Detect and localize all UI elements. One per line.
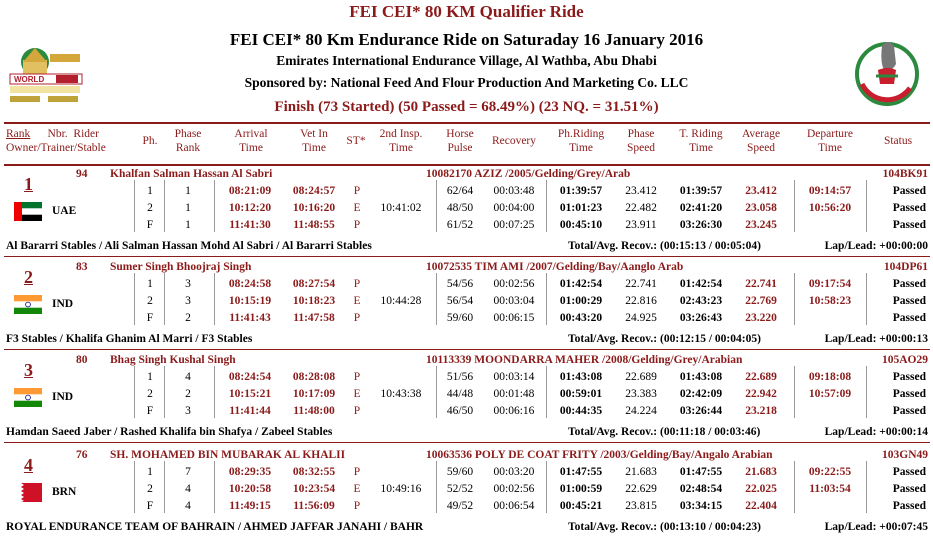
phase-trt-cell: 01:39:57 xyxy=(679,185,723,197)
phase-pulse-cell: 62/64 xyxy=(446,185,474,197)
event-subtitle: FEI CEI* 80 Km Endurance Ride on Saturaday 16 January 2016 xyxy=(229,30,704,49)
phase-vetin-cell: 08:32:55 xyxy=(292,466,336,478)
column-divider xyxy=(164,180,165,232)
phase-pulse-cell: 48/50 xyxy=(446,202,474,214)
column-divider xyxy=(164,461,165,513)
column-divider xyxy=(164,273,165,325)
phase-pspeed-cell: 22.482 xyxy=(625,202,657,214)
phase-avg-cell: 22.942 xyxy=(745,388,777,400)
phase-arrival-cell: 10:15:19 xyxy=(228,295,272,307)
phase-dep-cell: 10:57:09 xyxy=(808,388,852,400)
phase-status-cell: Passed xyxy=(892,405,926,417)
bib-number: 76 xyxy=(76,449,88,461)
phase-status-cell: Passed xyxy=(892,371,926,383)
phase-vetin-cell: 10:18:23 xyxy=(292,295,336,307)
phase-status-cell: Passed xyxy=(892,295,926,307)
total-recovery: Total/Avg. Recov.: (00:12:15 / 00:04:05) xyxy=(568,333,761,345)
phase-trt-cell: 03:26:44 xyxy=(679,405,723,417)
rider-name: Khalfan Salman Hassan Al Sabri xyxy=(110,168,273,180)
column-divider xyxy=(134,366,135,418)
phase-avg-cell: 22.769 xyxy=(745,295,777,307)
column-divider xyxy=(134,180,135,232)
stable-info: Al Bararri Stables / Ali Salman Hassan Mohd Al Sabri / Al Bararri Stables xyxy=(6,240,372,252)
phase-arrival-cell: 08:29:35 xyxy=(228,466,272,478)
phase-pspeed-cell: 24.925 xyxy=(625,312,657,324)
phase-arrival-cell: 10:20:58 xyxy=(228,483,272,495)
horse-code: 103GN49 xyxy=(882,449,928,461)
uae-flag-icon xyxy=(14,202,42,221)
phase-st-cell: P xyxy=(353,371,361,383)
phase-rec-cell: 00:06:54 xyxy=(493,500,535,512)
phase-ph-cell: F xyxy=(146,312,154,324)
phase-rec-cell: 00:07:25 xyxy=(493,219,535,231)
phase-st-cell: E xyxy=(353,483,361,495)
bib-number: 94 xyxy=(76,168,88,180)
world-logo-icon xyxy=(6,44,84,114)
phase-phrt-cell: 01:42:54 xyxy=(559,278,603,290)
phase-phrt-cell: 00:59:01 xyxy=(559,388,603,400)
phase-rec-cell: 00:06:15 xyxy=(493,312,535,324)
col-header-recovery: Recovery xyxy=(491,135,537,147)
phase-vetin-cell: 08:24:57 xyxy=(292,185,336,197)
horse-info: 10063536 POLY DE COAT FRITY /2003/Gelding/Bay/Angalo Arabian xyxy=(426,449,773,461)
phase-prank-cell: 2 xyxy=(185,388,191,400)
phase-vetin-cell: 11:47:58 xyxy=(293,312,335,324)
phase-prank-cell: 1 xyxy=(185,219,191,231)
phase-avg-cell: 21.683 xyxy=(745,466,777,478)
phase-rec-cell: 00:04:00 xyxy=(493,202,535,214)
phase-avg-cell: 22.741 xyxy=(745,278,777,290)
phase-pulse-cell: 51/56 xyxy=(446,371,474,383)
phase-vetin-cell: 08:28:08 xyxy=(292,371,336,383)
phase-st-cell: P xyxy=(353,405,361,417)
phase-phrt-cell: 01:01:23 xyxy=(559,202,603,214)
phase-dep-cell: 11:03:54 xyxy=(809,483,851,495)
phase-arrival-cell: 08:24:58 xyxy=(228,278,272,290)
total-recovery: Total/Avg. Recov.: (00:13:10 / 00:04:23) xyxy=(568,521,761,533)
phase-st-cell: P xyxy=(353,185,361,197)
entry-separator xyxy=(4,442,930,443)
phase-ph-cell: F xyxy=(146,405,154,417)
phase-arrival-cell: 11:49:15 xyxy=(229,500,271,512)
column-divider xyxy=(436,366,437,418)
phase-ph-cell: 2 xyxy=(147,483,153,495)
phase-dep-cell: 09:14:57 xyxy=(808,185,852,197)
phase-vetin-cell: 10:17:09 xyxy=(292,388,336,400)
total-recovery: Total/Avg. Recov.: (00:15:13 / 00:05:04) xyxy=(568,240,761,252)
phase-arrival-cell: 10:12:20 xyxy=(228,202,272,214)
lap-lead: Lap/Lead: +00:00:14 xyxy=(824,426,928,438)
india-flag-icon xyxy=(14,295,42,314)
phase-ph-cell: 1 xyxy=(147,278,153,290)
column-divider xyxy=(436,461,437,513)
phase-prank-cell: 3 xyxy=(185,405,191,417)
phase-vetin-cell: 11:48:00 xyxy=(293,405,335,417)
phase-trt-cell: 02:48:54 xyxy=(679,483,723,495)
phase-trt-cell: 01:43:08 xyxy=(679,371,723,383)
phase-st-cell: P xyxy=(353,466,361,478)
phase-rec-cell: 00:06:16 xyxy=(493,405,535,417)
phase-trt-cell: 02:42:09 xyxy=(679,388,723,400)
col-header-ph: Ph. xyxy=(142,135,158,147)
horse-info: 10082170 AZIZ /2005/Gelding/Grey/Arab xyxy=(426,168,631,180)
phase-prank-cell: 3 xyxy=(185,278,191,290)
phase-pulse-cell: 54/56 xyxy=(446,278,474,290)
phase-insp-cell: 10:49:16 xyxy=(380,483,422,495)
phase-avg-cell: 23.218 xyxy=(745,405,777,417)
col-header-rank: Rank Nbr. Rider Owner/Trainer/Stable xyxy=(6,128,106,154)
federation-logo-icon xyxy=(848,36,926,110)
col-header-avg-speed: Average Speed xyxy=(741,128,781,154)
col-header-phase-speed: Phase Speed xyxy=(626,128,656,154)
phase-arrival-cell: 11:41:44 xyxy=(229,405,271,417)
phase-phrt-cell: 01:47:55 xyxy=(559,466,603,478)
country-code: BRN xyxy=(52,486,77,498)
phase-prank-cell: 4 xyxy=(185,500,191,512)
total-recovery: Total/Avg. Recov.: (00:11:18 / 00:03:46) xyxy=(568,426,761,438)
phase-st-cell: E xyxy=(353,202,361,214)
phase-rec-cell: 00:03:48 xyxy=(493,185,535,197)
phase-avg-cell: 22.404 xyxy=(745,500,777,512)
phase-st-cell: P xyxy=(353,278,361,290)
phase-dep-cell: 10:58:23 xyxy=(808,295,852,307)
col-header-phase-rank: Phase Rank xyxy=(174,128,202,154)
bib-number: 80 xyxy=(76,354,88,366)
phase-rec-cell: 00:02:56 xyxy=(493,483,535,495)
col-header-st: ST* xyxy=(346,135,366,147)
phase-rec-cell: 00:01:48 xyxy=(493,388,535,400)
phase-trt-cell: 03:34:15 xyxy=(679,500,723,512)
col-header-ph-riding: Ph.Riding Time xyxy=(557,128,605,154)
column-divider xyxy=(436,273,437,325)
lap-lead: Lap/Lead: +00:00:00 xyxy=(824,240,928,252)
column-divider xyxy=(866,273,867,325)
phase-vetin-cell: 11:48:55 xyxy=(293,219,335,231)
phase-st-cell: E xyxy=(353,295,361,307)
column-divider xyxy=(164,366,165,418)
phase-prank-cell: 4 xyxy=(185,483,191,495)
phase-status-cell: Passed xyxy=(892,219,926,231)
column-divider xyxy=(794,366,795,418)
page-title: FEI CEI* 80 KM Qualifier Ride xyxy=(349,2,584,21)
phase-prank-cell: 3 xyxy=(185,295,191,307)
phase-pspeed-cell: 22.629 xyxy=(625,483,657,495)
phase-st-cell: P xyxy=(353,500,361,512)
phase-pulse-cell: 52/52 xyxy=(446,483,474,495)
column-divider xyxy=(546,273,547,325)
column-divider xyxy=(214,461,215,513)
column-divider xyxy=(134,273,135,325)
phase-status-cell: Passed xyxy=(892,202,926,214)
phase-pspeed-cell: 22.741 xyxy=(625,278,657,290)
stable-info: ROYAL ENDURANCE TEAM OF BAHRAIN / AHMED JAFFAR JANAHI / BAHR xyxy=(6,521,424,533)
phase-ph-cell: 1 xyxy=(147,371,153,383)
column-divider xyxy=(866,366,867,418)
rank-number: 2 xyxy=(24,267,33,287)
phase-st-cell: P xyxy=(353,219,361,231)
col-header-departure: Departure Time xyxy=(807,128,853,154)
entry-separator xyxy=(4,256,930,257)
col-header-status: Status xyxy=(883,135,913,147)
phase-pspeed-cell: 24.224 xyxy=(625,405,657,417)
phase-pspeed-cell: 23.383 xyxy=(625,388,657,400)
phase-vetin-cell: 10:16:20 xyxy=(292,202,336,214)
horse-info: 10072535 TIM AMI /2007/Gelding/Bay/Aanglo Arab xyxy=(426,261,684,273)
phase-trt-cell: 03:26:43 xyxy=(679,312,723,324)
phase-prank-cell: 1 xyxy=(185,185,191,197)
rank-number: 1 xyxy=(24,174,33,194)
phase-pspeed-cell: 22.689 xyxy=(625,371,657,383)
phase-pspeed-cell: 23.815 xyxy=(625,500,657,512)
phase-status-cell: Passed xyxy=(892,483,926,495)
entry-separator xyxy=(4,349,930,350)
phase-arrival-cell: 11:41:43 xyxy=(229,312,271,324)
phase-st-cell: P xyxy=(353,312,361,324)
phase-pulse-cell: 59/60 xyxy=(446,466,474,478)
phase-dep-cell: 09:22:55 xyxy=(808,466,852,478)
phase-pspeed-cell: 23.911 xyxy=(625,219,657,231)
phase-pulse-cell: 44/48 xyxy=(446,388,474,400)
phase-avg-cell: 23.220 xyxy=(745,312,777,324)
col-header-insp: 2nd Insp. Time xyxy=(379,128,423,154)
phase-dep-cell: 09:18:08 xyxy=(808,371,852,383)
column-divider xyxy=(546,366,547,418)
phase-ph-cell: F xyxy=(146,500,154,512)
venue-line: Emirates International Endurance Village, Al Wathba, Abu Dhabi xyxy=(276,53,657,68)
phase-status-cell: Passed xyxy=(892,500,926,512)
phase-vetin-cell: 08:27:54 xyxy=(292,278,336,290)
phase-rec-cell: 00:03:04 xyxy=(493,295,535,307)
phase-ph-cell: 1 xyxy=(147,466,153,478)
country-code: IND xyxy=(52,298,74,310)
phase-insp-cell: 10:44:28 xyxy=(380,295,422,307)
column-divider xyxy=(134,461,135,513)
col-header-t-riding: T. Riding Time xyxy=(679,128,723,154)
phase-pulse-cell: 46/50 xyxy=(446,405,474,417)
india-flag-icon xyxy=(14,388,42,407)
phase-phrt-cell: 00:45:10 xyxy=(559,219,603,231)
phase-status-cell: Passed xyxy=(892,185,926,197)
phase-pulse-cell: 61/52 xyxy=(446,219,474,231)
phase-trt-cell: 02:41:20 xyxy=(679,202,723,214)
finish-summary: Finish (73 Started) (50 Passed = 68.49%) (23 NQ. = 31.51%) xyxy=(274,99,659,115)
phase-pulse-cell: 49/52 xyxy=(446,500,474,512)
phase-status-cell: Passed xyxy=(892,388,926,400)
phase-phrt-cell: 00:44:35 xyxy=(559,405,603,417)
phase-prank-cell: 2 xyxy=(185,312,191,324)
phase-ph-cell: 2 xyxy=(147,295,153,307)
column-divider xyxy=(214,273,215,325)
phase-trt-cell: 02:43:23 xyxy=(679,295,723,307)
phase-arrival-cell: 08:24:54 xyxy=(228,371,272,383)
phase-phrt-cell: 01:00:59 xyxy=(559,483,603,495)
phase-avg-cell: 22.689 xyxy=(745,371,777,383)
phase-vetin-cell: 11:56:09 xyxy=(293,500,335,512)
phase-dep-cell: 10:56:20 xyxy=(808,202,852,214)
phase-prank-cell: 7 xyxy=(185,466,191,478)
phase-pspeed-cell: 23.412 xyxy=(625,185,657,197)
phase-trt-cell: 01:47:55 xyxy=(679,466,723,478)
rider-name: Sumer Singh Bhoojraj Singh xyxy=(110,261,252,273)
phase-trt-cell: 03:26:30 xyxy=(679,219,723,231)
phase-ph-cell: F xyxy=(146,219,154,231)
phase-arrival-cell: 11:41:30 xyxy=(229,219,271,231)
column-divider xyxy=(866,180,867,232)
phase-dep-cell: 09:17:54 xyxy=(808,278,852,290)
horse-code: 104DP61 xyxy=(883,261,928,273)
column-divider xyxy=(214,180,215,232)
column-divider xyxy=(794,461,795,513)
phase-phrt-cell: 01:00:29 xyxy=(559,295,603,307)
phase-status-cell: Passed xyxy=(892,312,926,324)
rank-number: 4 xyxy=(24,455,33,475)
phase-phrt-cell: 01:43:08 xyxy=(559,371,603,383)
column-divider xyxy=(866,461,867,513)
phase-pulse-cell: 59/60 xyxy=(446,312,474,324)
phase-phrt-cell: 00:43:20 xyxy=(559,312,603,324)
phase-ph-cell: 2 xyxy=(147,202,153,214)
phase-prank-cell: 1 xyxy=(185,202,191,214)
phase-ph-cell: 2 xyxy=(147,388,153,400)
horse-code: 105AO29 xyxy=(882,354,928,366)
phase-ph-cell: 1 xyxy=(147,185,153,197)
country-code: UAE xyxy=(52,205,77,217)
col-header-vetin: Vet In Time xyxy=(300,128,328,154)
column-divider xyxy=(794,273,795,325)
rank-number: 3 xyxy=(24,360,33,380)
column-divider xyxy=(546,180,547,232)
phase-rec-cell: 00:02:56 xyxy=(493,278,535,290)
phase-avg-cell: 23.245 xyxy=(745,219,777,231)
phase-pulse-cell: 56/54 xyxy=(446,295,474,307)
phase-phrt-cell: 01:39:57 xyxy=(559,185,603,197)
col-header-arrival: Arrival Time xyxy=(234,128,268,154)
rider-name: SH. MOHAMED BIN MUBARAK AL KHALII xyxy=(110,449,346,461)
phase-insp-cell: 10:43:38 xyxy=(380,388,422,400)
phase-arrival-cell: 08:21:09 xyxy=(228,185,272,197)
horse-code: 104BK91 xyxy=(882,168,928,180)
stable-info: F3 Stables / Khalifa Ghanim Al Marri / F3 Stables xyxy=(6,333,253,345)
lap-lead: Lap/Lead: +00:00:13 xyxy=(824,333,928,345)
phase-phrt-cell: 00:45:21 xyxy=(559,500,603,512)
phase-avg-cell: 23.058 xyxy=(745,202,777,214)
col-header-pulse: Horse Pulse xyxy=(446,128,474,154)
phase-avg-cell: 23.412 xyxy=(745,185,777,197)
phase-arrival-cell: 10:15:21 xyxy=(228,388,272,400)
column-divider xyxy=(214,366,215,418)
phase-vetin-cell: 10:23:54 xyxy=(292,483,336,495)
column-divider xyxy=(436,180,437,232)
phase-pspeed-cell: 22.816 xyxy=(625,295,657,307)
phase-rec-cell: 00:03:20 xyxy=(493,466,535,478)
phase-st-cell: E xyxy=(353,388,361,400)
phase-status-cell: Passed xyxy=(892,278,926,290)
svg-text:WORLD: WORLD xyxy=(14,75,45,84)
sponsor-line: Sponsored by: National Feed And Flour Production And Marketing Co. LLC xyxy=(244,75,689,90)
phase-trt-cell: 01:42:54 xyxy=(679,278,723,290)
phase-status-cell: Passed xyxy=(892,466,926,478)
horse-info: 10113339 MOONDARRA MAHER /2008/Gelding/Grey/Arabian xyxy=(426,354,743,366)
rider-name: Bhag Singh Kushal Singh xyxy=(110,354,236,366)
bib-number: 83 xyxy=(76,261,88,273)
lap-lead: Lap/Lead: +00:07:45 xyxy=(824,521,928,533)
phase-avg-cell: 22.025 xyxy=(745,483,777,495)
column-divider xyxy=(794,180,795,232)
column-divider xyxy=(546,461,547,513)
bahrain-flag-icon xyxy=(14,483,42,502)
stable-info: Hamdan Saeed Jaber / Rashed Khalifa bin Shafya / Zabeel Stables xyxy=(6,426,333,438)
phase-insp-cell: 10:41:02 xyxy=(380,202,422,214)
phase-prank-cell: 4 xyxy=(185,371,191,383)
phase-pspeed-cell: 21.683 xyxy=(625,466,657,478)
phase-rec-cell: 00:03:14 xyxy=(493,371,535,383)
table-top-rule xyxy=(4,122,930,124)
country-code: IND xyxy=(52,391,74,403)
